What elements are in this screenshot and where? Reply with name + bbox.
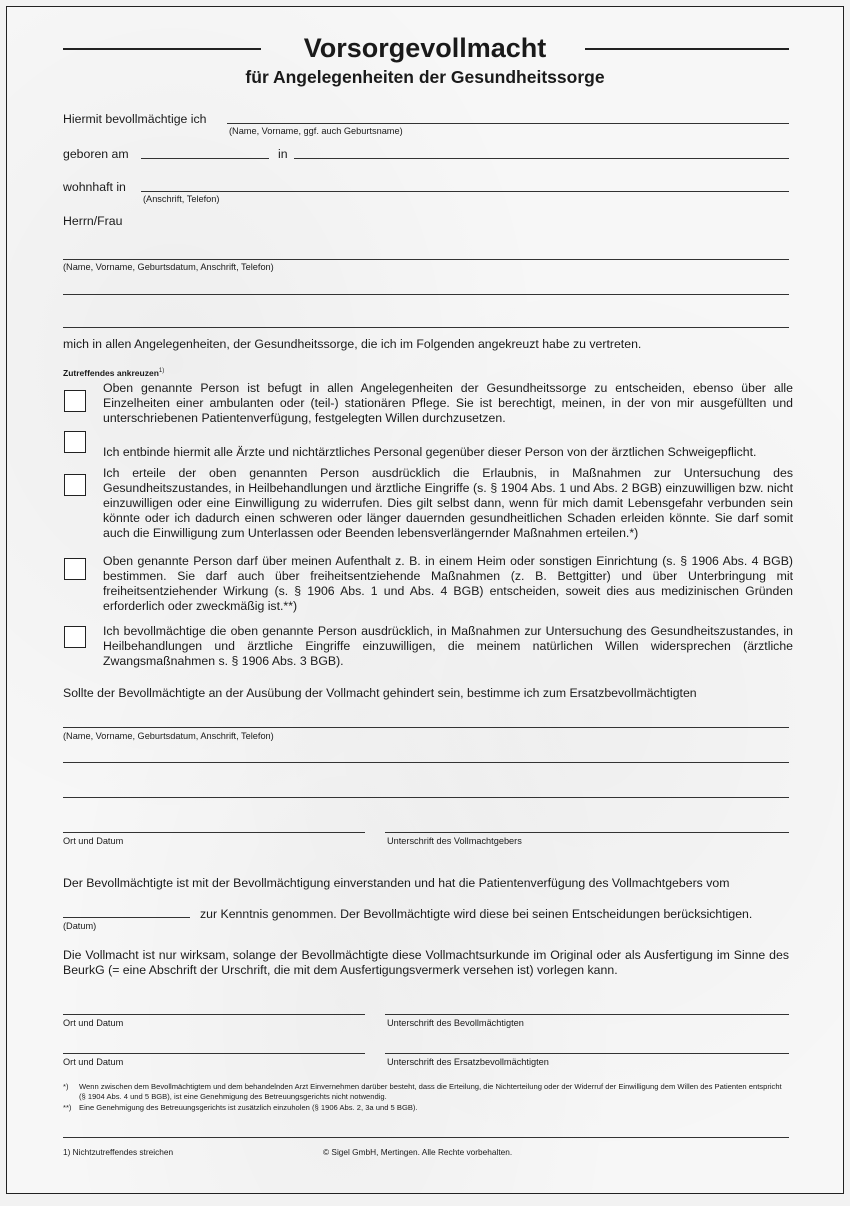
ersatz-text: Sollte der Bevollmächtigte an der Ausübung der Vollmacht gehindert sein, bestimme ich zum Ersatzbevollmächtigten — [63, 686, 697, 700]
herrn-label: Herrn/Frau — [63, 214, 123, 228]
vertreten-text: mich in allen Angelegenheiten, der Gesundheitssorge, die ich im Folgenden angekreuzt habe zu vertreten. — [63, 337, 642, 351]
footnote-1 — [63, 1082, 789, 1101]
option-1-text: Oben genannte Person ist befugt in allen Angelegenheiten der Gesundheitssorge zu entscheiden, ebenso über alle Einzelheiten einer ambulanten oder (teil-) stationären Pflege. Sie ist berechtigt, meinen, in der von mir ausgefüllten und unterschriebenen Patientenverfügung, festgelegten Willen durchzusetzen. — [103, 381, 793, 425]
page-subtitle: für Angelegenheiten der Gesundheitssorge — [245, 67, 605, 87]
agent-input-line-1[interactable] — [63, 259, 789, 260]
sig3-date-line[interactable] — [63, 1053, 365, 1054]
address-input-line[interactable] — [141, 191, 789, 192]
checkbox-option-5[interactable] — [64, 626, 86, 648]
sig3-signature-line[interactable] — [385, 1053, 789, 1054]
sig1-right-label: Unterschrift des Vollmachtgebers — [387, 836, 522, 846]
sig2-left-label: Ort und Datum — [63, 1018, 124, 1028]
sig1-signature-line[interactable] — [385, 832, 789, 833]
option-3-text: Ich erteile der oben genannten Person ausdrücklich die Erlaubnis, in Maßnahmen zur Untersuchung des Gesundheitszustandes, in Heilbehandlungen und ärztliche Eingriffe (s. § 1904 Abs. 1 und Abs. 2 BGB) einzuwilligen bzw. nicht einzuwilligen oder eine Einwilligung zu widerrufen. Dies gilt selbst dann, wenn für mich damit Lebensgefahr verbunden sein könnte oder ich dadurch einen schweren oder länger dauernden gesundheitlichen Schaden erleiden könnte. Sie darf somit auch die Einwilligung zum Unterlassen oder Beenden lebensverlängernder Maßnahmen erteilen.*) — [103, 466, 793, 540]
footnote-1-text: Wenn zwischen dem Bevollmächtigtem und dem behandelnden Arzt Einvernehmen darüber besteht, dass die Erteilung, die Nichterteilung oder der Widerruf der Einwilligung dem Willen des Patienten entspricht (§ 1904 Abs. 4 und 5 BGB), ist eine Genehmigung des Betreuungsgerichts nicht notwendig. — [79, 1082, 782, 1101]
sig3-right-label: Unterschrift des Ersatzbevollmächtigten — [387, 1057, 549, 1067]
sig1-left-label: Ort und Datum — [63, 836, 124, 846]
footnote-1-mark: *) — [63, 1082, 69, 1091]
footer-rule — [63, 1137, 789, 1138]
address-hint: (Anschrift, Telefon) — [143, 194, 220, 204]
page-title: Vorsorgevollmacht — [303, 33, 547, 63]
checkbox-option-4[interactable] — [64, 558, 86, 580]
in-label: in — [278, 147, 288, 161]
sig2-signature-line[interactable] — [385, 1014, 789, 1015]
einverstanden-text: Der Bevollmächtigte ist mit der Bevollmächtigung einverstanden und hat die Patientenverfügung des Vollmachtgebers vom — [63, 876, 730, 890]
option-2-text: Ich entbinde hiermit alle Ärzte und nichtärztliches Personal gegenüber dieser Person von der ärztlichen Schweigepflicht. — [103, 445, 757, 459]
checkbox-option-1[interactable] — [64, 390, 86, 412]
agent-input-line-2[interactable] — [63, 294, 789, 295]
kenntnis-text: zur Kenntnis genommen. Der Bevollmächtigte wird diese bei seinen Entscheidungen berücksichtigen. — [200, 907, 753, 921]
ersatz-input-line-2[interactable] — [63, 762, 789, 763]
footnote-2-mark: **) — [63, 1103, 72, 1112]
hiermit-label: Hiermit bevollmächtige ich — [63, 112, 207, 126]
footer-left: 1) Nichtzutreffendes streichen — [63, 1147, 174, 1157]
agent-hint: (Name, Vorname, Geburtsdatum, Anschrift, Telefon) — [63, 262, 274, 272]
ersatz-input-line-3[interactable] — [63, 797, 789, 798]
wohnhaft-label: wohnhaft in — [63, 180, 126, 194]
wirksam-text: Die Vollmacht ist nur wirksam, solange der Bevollmächtigte diese Vollmachtsurkunde im Original oder als Ausfertigung im Sinne des BeurkG (= eine Abschrift der Urschrift, die mit dem Ausfertigungsvermerk versehen ist) vorlegen kann. — [63, 948, 789, 977]
geboren-label: geboren am — [63, 147, 129, 161]
birthdate-input-line[interactable] — [141, 158, 269, 159]
checkbox-option-2[interactable] — [64, 431, 86, 453]
sig3-left-label: Ort und Datum — [63, 1057, 124, 1067]
checkbox-option-3[interactable] — [64, 474, 86, 496]
ersatz-hint: (Name, Vorname, Geburtsdatum, Anschrift, Telefon) — [63, 731, 274, 741]
footnote-2 — [63, 1103, 789, 1113]
form-page — [6, 6, 844, 1194]
birthplace-input-line[interactable] — [294, 158, 789, 159]
option-4-text: Oben genannte Person darf über meinen Aufenthalt z. B. in einem Heim oder sonstigen Einrichtung (s. § 1906 Abs. 4 BGB) bestimmen. Sie darf auch über freiheitsentziehende Maßnahmen (z. B. Bettgitter) und über Unterbringung mit freiheitsentziehender Wirkung (s. § 1906 Abs. 1 und Abs. 4 BGB) entscheiden, soweit dies aus medizinischen Gründen erforderlich oder zweckmäßig ist.**) — [103, 554, 793, 613]
sig2-right-label: Unterschrift des Bevollmächtigten — [387, 1018, 524, 1028]
datum-hint: (Datum) — [63, 921, 97, 931]
footer-copyright: © Sigel GmbH, Mertingen. Alle Rechte vorbehalten. — [323, 1147, 513, 1157]
footnote-2-text: Eine Genehmigung des Betreuungsgerichts ist zusätzlich einzuholen (§ 1906 Abs. 2, 3a und 5 BGB). — [79, 1103, 418, 1112]
name-input-line[interactable] — [227, 123, 789, 124]
checklist-label: Zutreffendes ankreuzen$^{1)}$ — [63, 367, 165, 378]
name-hint: (Name, Vorname, ggf. auch Geburtsname) — [229, 126, 403, 136]
option-5-text: Ich bevollmächtige die oben genannte Person ausdrücklich, in Maßnahmen zur Untersuchung des Gesundheitszustandes, in Heilbehandlungen und ärztliche Eingriffe einzuwilligen, die meinem natürlichen Willen widersprechen (ärztliche Zwangsmaßnahmen s. § 1906 Abs. 3 BGB). — [103, 624, 793, 668]
datum-input-line[interactable] — [63, 917, 190, 918]
sig2-date-line[interactable] — [63, 1014, 365, 1015]
agent-input-line-3[interactable] — [63, 327, 789, 328]
ersatz-input-line-1[interactable] — [63, 727, 789, 728]
sig1-date-line[interactable] — [63, 832, 365, 833]
